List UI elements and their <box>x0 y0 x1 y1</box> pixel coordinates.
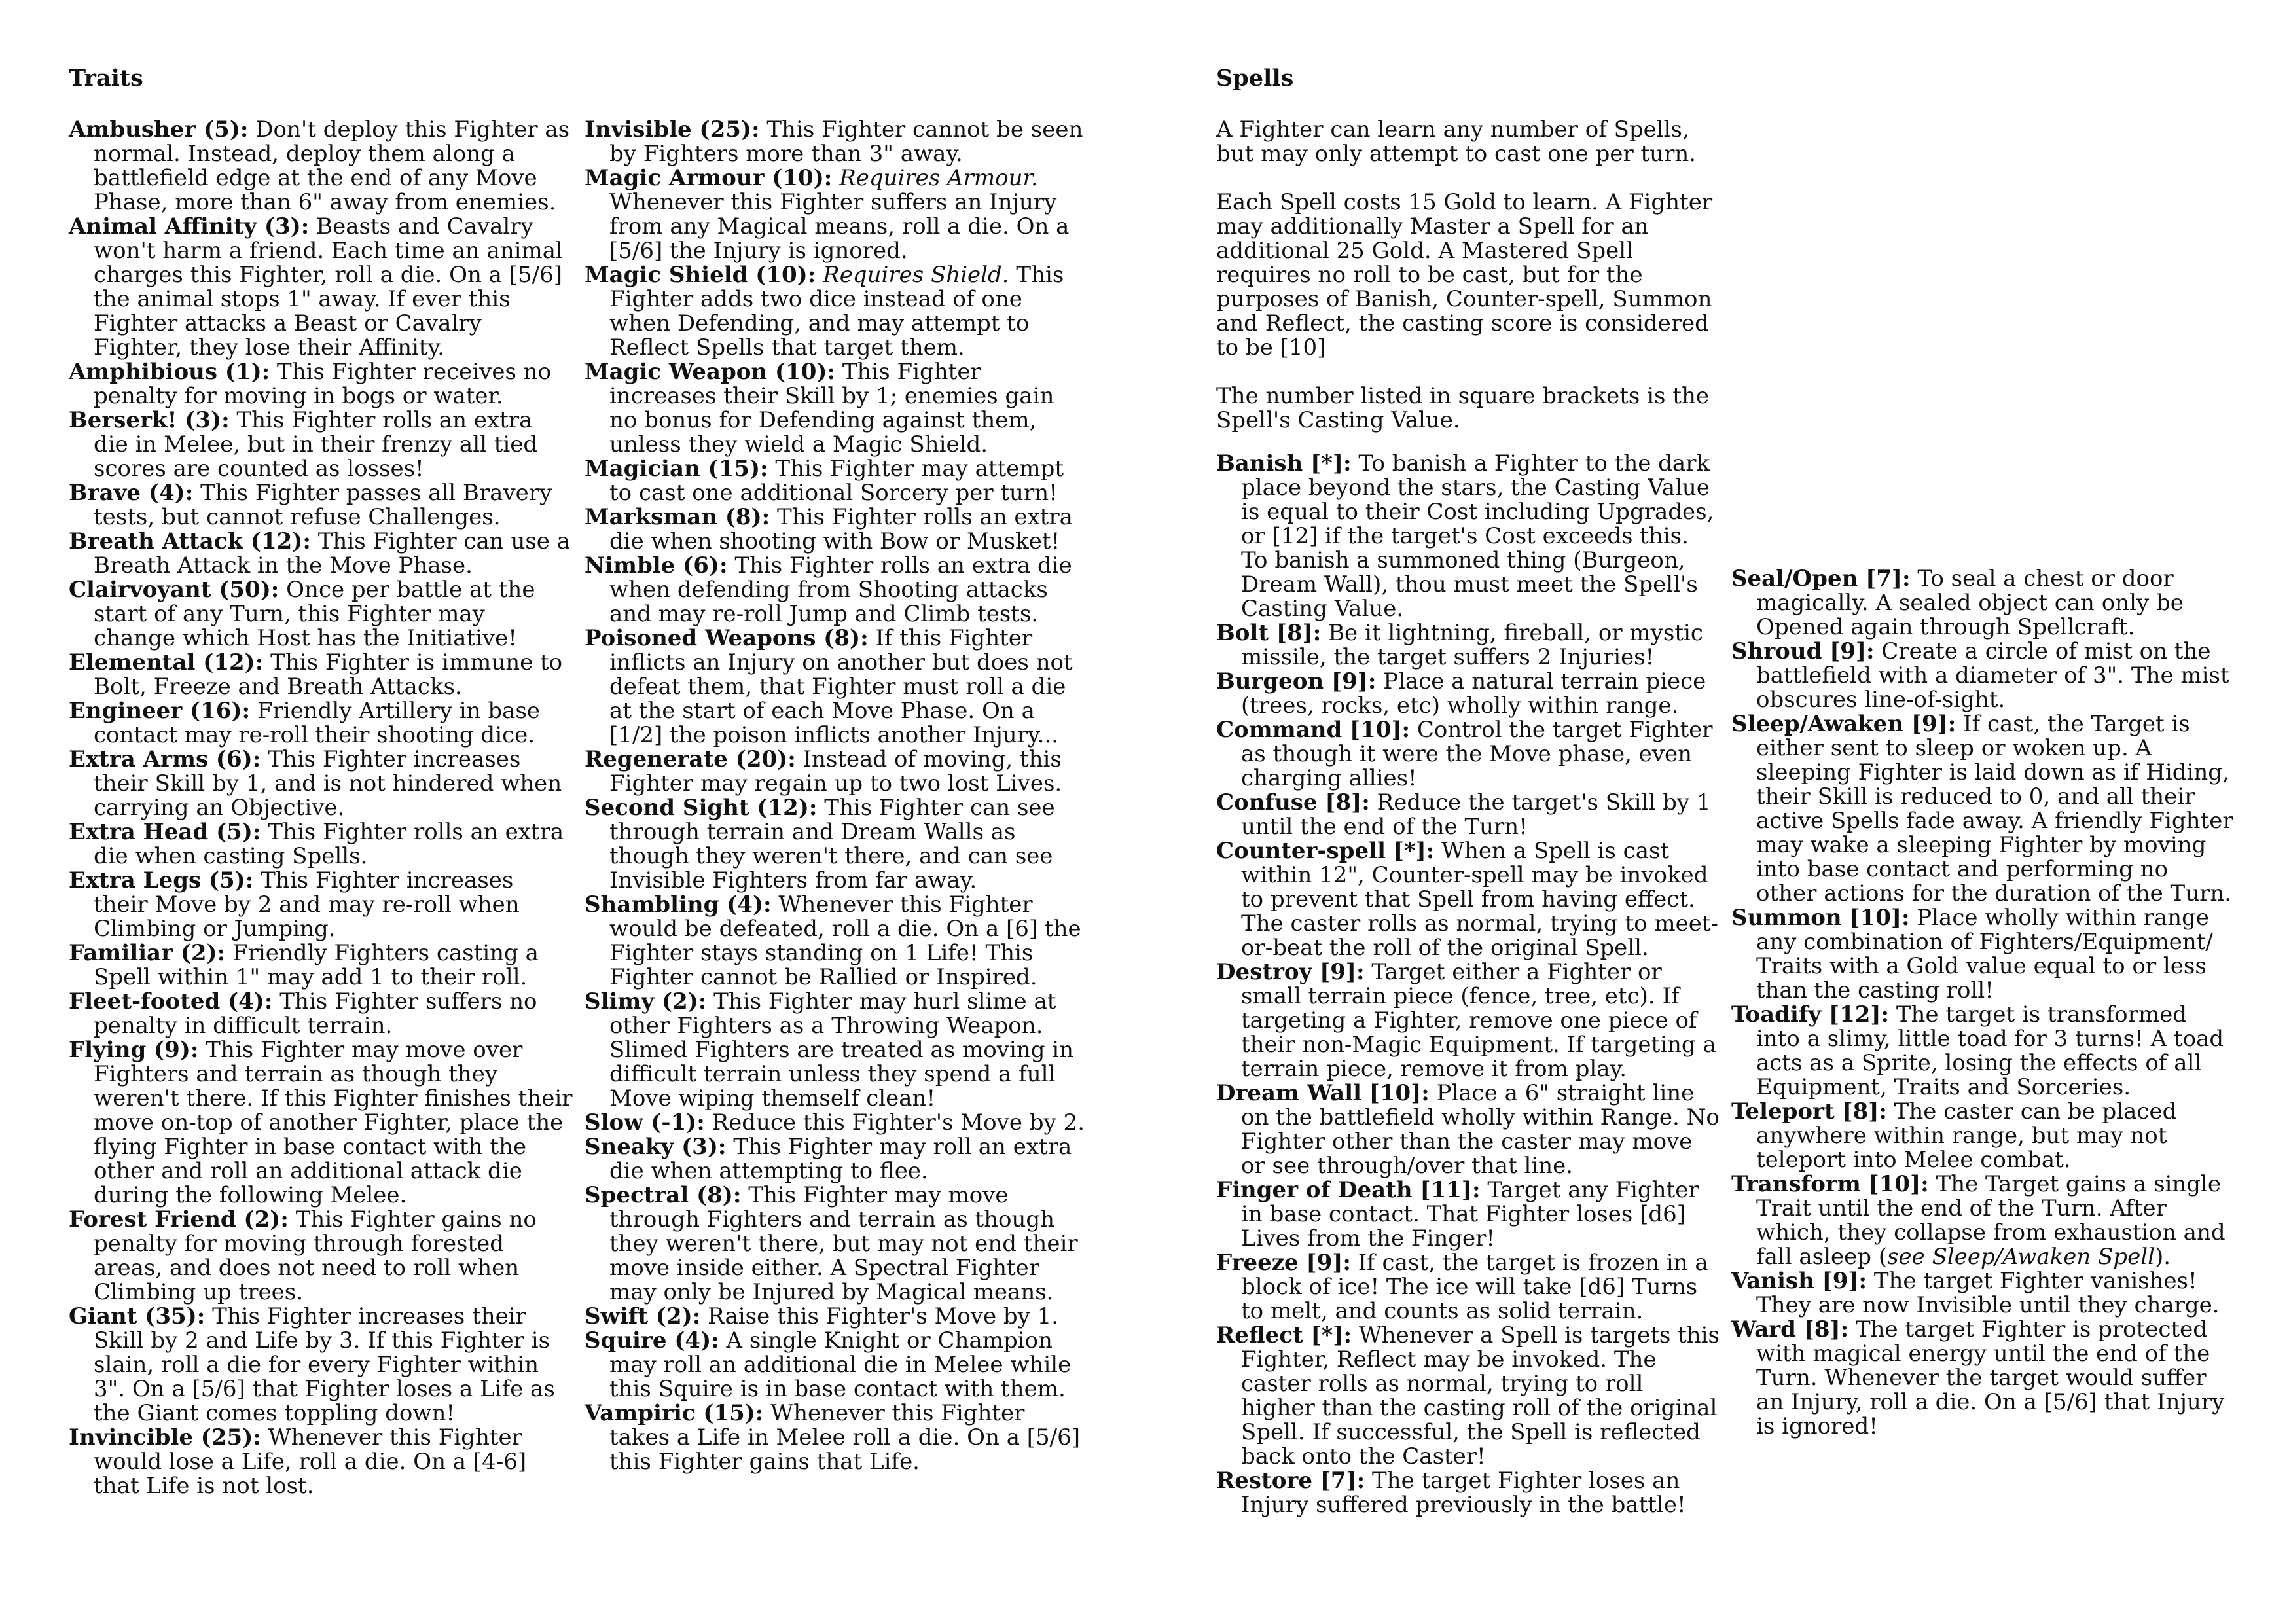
trait-invincible <box>69 1426 573 1498</box>
spell-description: To seal a chest or door magically. A sealed object can only be Opened again through Spellcraft. <box>1756 566 2184 640</box>
trait-shambling <box>585 893 1089 990</box>
trait-engineer <box>69 699 573 748</box>
trait-name: Magic Shield (10): <box>585 262 816 288</box>
trait-name: Marksman (8): <box>585 504 770 530</box>
trait-name: Magic Armour (10): <box>585 165 833 191</box>
spell-name: Ward [8]: <box>1731 1316 1849 1343</box>
trait-name: Second Sight (12): <box>585 795 818 821</box>
trait-description: This Fighter rolls an extra die when shooting with Bow or Musket! <box>609 504 1073 554</box>
trait-name: Slow (-1): <box>585 1110 705 1136</box>
spell-name: Destroy [9]: <box>1216 959 1365 985</box>
spell-toadify <box>1731 1003 2235 1100</box>
spell-description: The target Fighter vanishes! They are now Invisible until they charge. <box>1756 1268 2220 1318</box>
trait-description: This Fighter may move over Fighters and terrain as though they weren't there. If this Fighter finishes their move on-top of another Fighter, place the flying Fighter in base contact with the other and roll an additional attack die during the following Melee. <box>94 1037 573 1208</box>
trait-description: Don't deploy this Fighter as normal. Instead, deploy them along a battlefield edge at the end of any Move Phase, more than 6" away from enemies. <box>94 117 570 215</box>
trait-description: Whenever this Fighter would be defeated, roll a die. On a [6] the Fighter stays standing on 1 Life! This Fighter cannot be Rallied or Inspired. <box>609 892 1081 990</box>
trait-description: This Fighter may move through Fighters and terrain as though they weren't there, but may not end their move inside either. A Spectral Fighter may only be Injured by Magical means. <box>609 1182 1078 1305</box>
trait-marksman <box>585 505 1089 554</box>
spell-name: Counter-spell [*]: <box>1216 838 1435 864</box>
trait-sneaky <box>585 1135 1089 1183</box>
spell-description-tail: ). <box>2154 1244 2171 1270</box>
trait-description: Friendly Fighters casting a Spell within 1" may add 1 to their roll. <box>94 940 539 990</box>
spell-reference: see Sleep/Awaken Spell <box>1887 1244 2155 1270</box>
trait-name: Engineer (16): <box>69 698 251 724</box>
trait-squire <box>585 1329 1089 1401</box>
trait-description: This Fighter cannot be seen by Fighters more than 3" away. <box>609 117 1083 167</box>
trait-name: Giant (35): <box>69 1303 206 1329</box>
spell-counter-spell <box>1216 839 1720 960</box>
trait-name: Squire (4): <box>585 1327 719 1354</box>
spell-name: Dream Wall [10]: <box>1216 1080 1430 1106</box>
trait-extra-arms <box>69 748 573 820</box>
spell-summon <box>1731 906 2235 1003</box>
trait-brave <box>69 481 573 530</box>
traits-heading: Traits <box>69 65 143 92</box>
trait-animal-affinity <box>69 215 573 360</box>
spell-description: Create a circle of mist on the battlefield with a diameter of 3". The mist obscures line-of-sight. <box>1756 638 2229 713</box>
trait-description: Whenever this Fighter suffers an Injury from any Magical means, roll a die. On a [5/6] the Injury is ignored. <box>609 189 1070 264</box>
spells-column-1 <box>1216 452 1720 1517</box>
trait-description: This Fighter increases their Skill by 1, and is not hindered when carrying an Objective. <box>94 746 562 821</box>
spell-name: Reflect [*]: <box>1216 1322 1352 1348</box>
trait-magic-shield <box>585 263 1089 360</box>
spell-description: The target Fighter is protected with magical energy until the end of the Turn. Whenever the target would suffer an Injury, roll a die. On a [5/6] that Injury is ignored! <box>1756 1316 2225 1439</box>
trait-description: This Fighter rolls an extra die when casting Spells. <box>94 819 564 869</box>
spell-description: Place wholly within range any combination of Fighters/Equipment/ Traits with a Gold value equal to or less than the casting roll! <box>1756 905 2213 1003</box>
trait-name: Forest Friend (2): <box>69 1206 289 1233</box>
spell-name: Teleport [8]: <box>1731 1098 1887 1125</box>
trait-spectral <box>585 1183 1089 1305</box>
trait-description: This Fighter rolls an extra die in Melee, but in their frenzy all tied scores are counted as losses! <box>94 407 538 482</box>
spells-intro-paragraph: The number listed in square brackets is the Spell's Casting Value. <box>1216 383 1709 433</box>
spell-name: Finger of Death [11]: <box>1216 1177 1481 1203</box>
trait-description: This Fighter increases their Move by 2 and may re-roll when Climbing or Jumping. <box>94 867 520 942</box>
spell-description: The caster can be placed anywhere within range, but may not teleport into Melee combat. <box>1756 1098 2177 1173</box>
spell-vanish <box>1731 1269 2235 1318</box>
spell-description: Reduce the target's Skill by 1 until the end of the Turn! <box>1241 789 1711 840</box>
trait-requirement: Requires Armour. <box>832 165 1038 191</box>
trait-description: A single Knight or Champion may roll an additional die in Melee while this Squire is in base contact with them. <box>609 1327 1072 1402</box>
trait-giant <box>69 1305 573 1426</box>
spell-name: Toadify [12]: <box>1731 1001 1890 1028</box>
trait-description: This Fighter may roll an extra die when attempting to flee. <box>609 1134 1072 1184</box>
trait-description: This Fighter suffers no penalty in difficult terrain. <box>94 988 537 1039</box>
spell-name: Shroud [9]: <box>1731 638 1875 664</box>
trait-description: This Fighter rolls an extra die when defending from Shooting attacks and may re-roll Jump and Climb tests. <box>609 552 1072 627</box>
spell-name: Freeze [9]: <box>1216 1250 1351 1276</box>
spell-reflect <box>1216 1324 1720 1469</box>
trait-swift <box>585 1305 1089 1329</box>
spell-description: Be it lightning, fireball, or mystic missile, the target suffers 2 Injuries! <box>1241 620 1703 670</box>
trait-name: Vampiric (15): <box>585 1400 764 1426</box>
trait-slow <box>585 1111 1089 1135</box>
trait-description: Beasts and Cavalry won't harm a friend. Each time an animal charges this Fighter, roll a die. On a [5/6] the animal stops 1" away. If ever this Fighter attacks a Beast or Cavalry Fighter, they lose their Affinity. <box>94 213 563 361</box>
spell-sleep-awaken <box>1731 712 2235 906</box>
trait-name: Clairvoyant (50): <box>69 577 279 603</box>
spells-heading: Spells <box>1216 65 1294 92</box>
spell-teleport <box>1731 1100 2235 1172</box>
trait-description: This Fighter can use a Breath Attack in the Move Phase. <box>94 528 570 579</box>
spell-description: To banish a Fighter to the dark place beyond the stars, the Casting Value is equal to their Cost including Upgrades, or [12] if the target's Cost exceeds this. To banish a summoned thing (Burgeon, Dream Wall), thou must meet the Spell's Casting Value. <box>1241 450 1714 622</box>
spell-description: Control the target Fighter as though it were the Move phase, even charging allies! <box>1241 717 1713 791</box>
trait-description: Once per battle at the start of any Turn, this Fighter may change which Host has the Initiative! <box>94 577 535 651</box>
trait-magic-weapon <box>585 360 1089 457</box>
trait-name: Magician (15): <box>585 456 768 482</box>
spell-confuse <box>1216 791 1720 839</box>
spell-seal-open <box>1731 567 2235 640</box>
spell-description: If cast, the target is frozen in a block of ice! The ice will take [d6] Turns to melt, and counts as solid terrain. <box>1241 1250 1708 1324</box>
traits-column-2 <box>585 118 1089 1474</box>
trait-name: Flying (9): <box>69 1037 199 1063</box>
spell-name: Vanish [9]: <box>1731 1268 1867 1294</box>
spell-name: Confuse [8]: <box>1216 789 1370 816</box>
trait-elemental <box>69 651 573 699</box>
trait-name: Spectral (8): <box>585 1182 742 1208</box>
trait-name: Elemental (12): <box>69 649 264 676</box>
trait-name: Breath Attack (12): <box>69 528 311 554</box>
spells-intro <box>1216 118 1733 457</box>
spell-name: Seal/Open [7]: <box>1731 566 1911 592</box>
spells-intro-paragraph: Each Spell costs 15 Gold to learn. A Fighter may additionally Master a Spell for an additional 25 Gold. A Mastered Spell requires no roll to be cast, but for the purposes of Banish, Counter-spell, Summon and Reflect, the casting score is considered to be [10] <box>1216 189 1713 361</box>
spell-banish <box>1216 452 1720 621</box>
trait-description: This Fighter increases their Skill by 1; enemies gain no bonus for Defending against them, unless they wield a Magic Shield. <box>609 359 1054 458</box>
spell-finger-of-death <box>1216 1178 1720 1251</box>
trait-clairvoyant <box>69 578 573 651</box>
trait-name: Slimy (2): <box>585 988 707 1015</box>
trait-description: Whenever this Fighter takes a Life in Melee roll a die. On a [5/6] this Fighter gains that Life. <box>609 1400 1081 1475</box>
trait-description: If this Fighter inflicts an Injury on another but does not defeat them, that Fighter must roll a die at the start of each Move Phase. On a [1/2] the poison inflicts another Injury... <box>609 625 1073 748</box>
trait-name: Regenerate (20): <box>585 746 796 772</box>
spell-ward <box>1731 1318 2235 1439</box>
spell-shroud <box>1731 640 2235 712</box>
trait-description: This Fighter may attempt to cast one additional Sorcery per turn! <box>609 456 1064 506</box>
trait-description: This Fighter can see through terrain and Dream Walls as though they weren't there, and can see Invisible Fighters from far away. <box>609 795 1055 893</box>
trait-poisoned-weapons <box>585 626 1089 748</box>
trait-extra-legs <box>69 869 573 941</box>
spell-description: Place a natural terrain piece (trees, rocks, etc) wholly within range. <box>1241 668 1706 719</box>
trait-fleet-footed <box>69 990 573 1038</box>
trait-flying <box>69 1038 573 1208</box>
trait-description: Friendly Artillery in base contact may re-roll their shooting dice. <box>94 698 540 748</box>
trait-description: Instead of moving, this Fighter may regain up to two lost Lives. <box>609 746 1062 797</box>
trait-description: This Fighter adds two dice instead of one when Defending, and may attempt to Reflect Spells that target them. <box>609 262 1064 361</box>
spell-description: Target either a Fighter or small terrain piece (fence, tree, etc). If targeting a Fighter, remove one piece of their non-Magic Equipment. If targeting a terrain piece, remove it from play. <box>1241 959 1716 1082</box>
trait-name: Fleet-footed (4): <box>69 988 273 1015</box>
spell-description: Whenever a Spell is targets this Fighter, Reflect may be invoked. The caster rolls as normal, trying to roll higher than the casting roll of the original Spell. If successful, the Spell is reflected back onto the Caster! <box>1241 1322 1720 1470</box>
trait-name: Berserk! (3): <box>69 407 230 433</box>
trait-name: Familiar (2): <box>69 940 226 966</box>
trait-description: This Fighter increases their Skill by 2 and Life by 3. If this Fighter is slain, roll a die for every Fighter within 3". On a [5/6] that Fighter loses a Life as the Giant comes toppling down! <box>94 1303 555 1426</box>
trait-magic-armour <box>585 166 1089 263</box>
trait-name: Poisoned Weapons (8): <box>585 625 869 651</box>
spell-description: If cast, the Target is either sent to sleep or woken up. A sleeping Fighter is laid down as if Hiding, their Skill is reduced to 0, and all their active Spells fade away. A friendly Fighter may wake a sleeping Fighter by moving into base contact and performing no other actions for the duration of the Turn. <box>1756 711 2233 907</box>
trait-description: Raise this Fighter's Move by 1. <box>700 1303 1059 1329</box>
trait-description: This Fighter gains no penalty for moving through forested areas, and does not need to roll when Climbing up trees. <box>94 1206 537 1305</box>
spell-name: Transform [10]: <box>1731 1171 1929 1197</box>
trait-regenerate <box>585 748 1089 796</box>
trait-forest-friend <box>69 1208 573 1305</box>
trait-name: Brave (4): <box>69 480 194 506</box>
trait-name: Nimble (6): <box>585 552 728 579</box>
spell-description: The target is transformed into a slimy, little toad for 3 turns! A toad acts as a Sprite, losing the effects of all Equipment, Traits and Sorceries. <box>1756 1001 2224 1100</box>
trait-invisible <box>585 118 1089 166</box>
spell-restore <box>1216 1469 1720 1517</box>
spell-burgeon <box>1216 670 1720 718</box>
spell-name: Burgeon [9]: <box>1216 668 1377 695</box>
trait-name: Sneaky (3): <box>585 1134 727 1160</box>
spell-destroy <box>1216 960 1720 1081</box>
spell-name: Summon [10]: <box>1731 905 1910 931</box>
spell-bolt <box>1216 621 1720 670</box>
spell-description: The target Fighter loses an Injury suffered previously in the battle! <box>1241 1468 1686 1518</box>
spell-command <box>1216 718 1720 791</box>
trait-second-sight <box>585 796 1089 893</box>
spell-dream-wall <box>1216 1081 1720 1178</box>
trait-description: This Fighter is immune to Bolt, Freeze and Breath Attacks. <box>94 649 563 700</box>
spell-freeze <box>1216 1251 1720 1324</box>
spell-name: Sleep/Awaken [9]: <box>1731 711 1956 737</box>
spell-name: Restore [7]: <box>1216 1468 1365 1494</box>
trait-name: Invisible (25): <box>585 117 760 143</box>
trait-name: Shambling (4): <box>585 892 772 918</box>
trait-name: Animal Affinity (3): <box>69 213 310 240</box>
spell-name: Bolt [8]: <box>1216 620 1322 646</box>
trait-description: This Fighter receives no penalty for moving in bogs or water. <box>94 359 552 409</box>
trait-nimble <box>585 554 1089 626</box>
trait-ambusher <box>69 118 573 215</box>
trait-name: Extra Arms (6): <box>69 746 261 772</box>
trait-amphibious <box>69 360 573 408</box>
trait-extra-head <box>69 820 573 869</box>
spell-description: Target any Fighter in base contact. That Fighter loses [d6] Lives from the Finger! <box>1241 1177 1699 1252</box>
trait-requirement: Requires Shield. <box>816 262 1009 288</box>
trait-name: Extra Head (5): <box>69 819 261 845</box>
spell-description: The Target gains a single Trait until the end of the Turn. After which, they collapse from exhaustion and fall asleep ( <box>1756 1171 2226 1270</box>
trait-name: Magic Weapon (10): <box>585 359 836 385</box>
trait-description: This Fighter may hurl slime at other Fighters as a Throwing Weapon. Slimed Fighters are treated as moving in difficult terrain unless they spend a full Move wiping themself clean! <box>609 988 1074 1111</box>
trait-magician <box>585 457 1089 505</box>
spell-description: When a Spell is cast within 12", Counter-spell may be invoked to prevent that Spell from having effect. The caster rolls as normal, trying to meet-or-beat the roll of the original Spell. <box>1241 838 1719 961</box>
trait-description: Reduce this Fighter's Move by 2. <box>704 1110 1085 1136</box>
trait-name: Swift (2): <box>585 1303 701 1329</box>
spell-name: Banish [*]: <box>1216 450 1352 477</box>
spell-name: Command [10]: <box>1216 717 1411 743</box>
trait-vampiric <box>585 1401 1089 1474</box>
trait-breath-attack <box>69 530 573 578</box>
spells-column-2 <box>1731 567 2235 1439</box>
trait-berserk <box>69 408 573 481</box>
spells-intro-paragraph: A Fighter can learn any number of Spells, but may only attempt to cast one per turn. <box>1216 117 1697 167</box>
traits-column-1 <box>69 118 573 1498</box>
trait-familiar <box>69 941 573 990</box>
trait-name: Ambusher (5): <box>69 117 249 143</box>
spell-description: Place a 6" straight line on the battlefield wholly within Range. No Fighter other than the caster may move or see through/over that line. <box>1241 1080 1720 1179</box>
trait-description: Whenever this Fighter would lose a Life, roll a die. On a [4-6] that Life is not lost. <box>94 1424 527 1499</box>
trait-description: This Fighter passes all Bravery tests, but cannot refuse Challenges. <box>94 480 552 530</box>
trait-slimy <box>585 990 1089 1111</box>
trait-name: Amphibious (1): <box>69 359 270 385</box>
spell-transform <box>1731 1172 2235 1269</box>
trait-name: Invincible (25): <box>69 1424 261 1451</box>
trait-name: Extra Legs (5): <box>69 867 254 893</box>
